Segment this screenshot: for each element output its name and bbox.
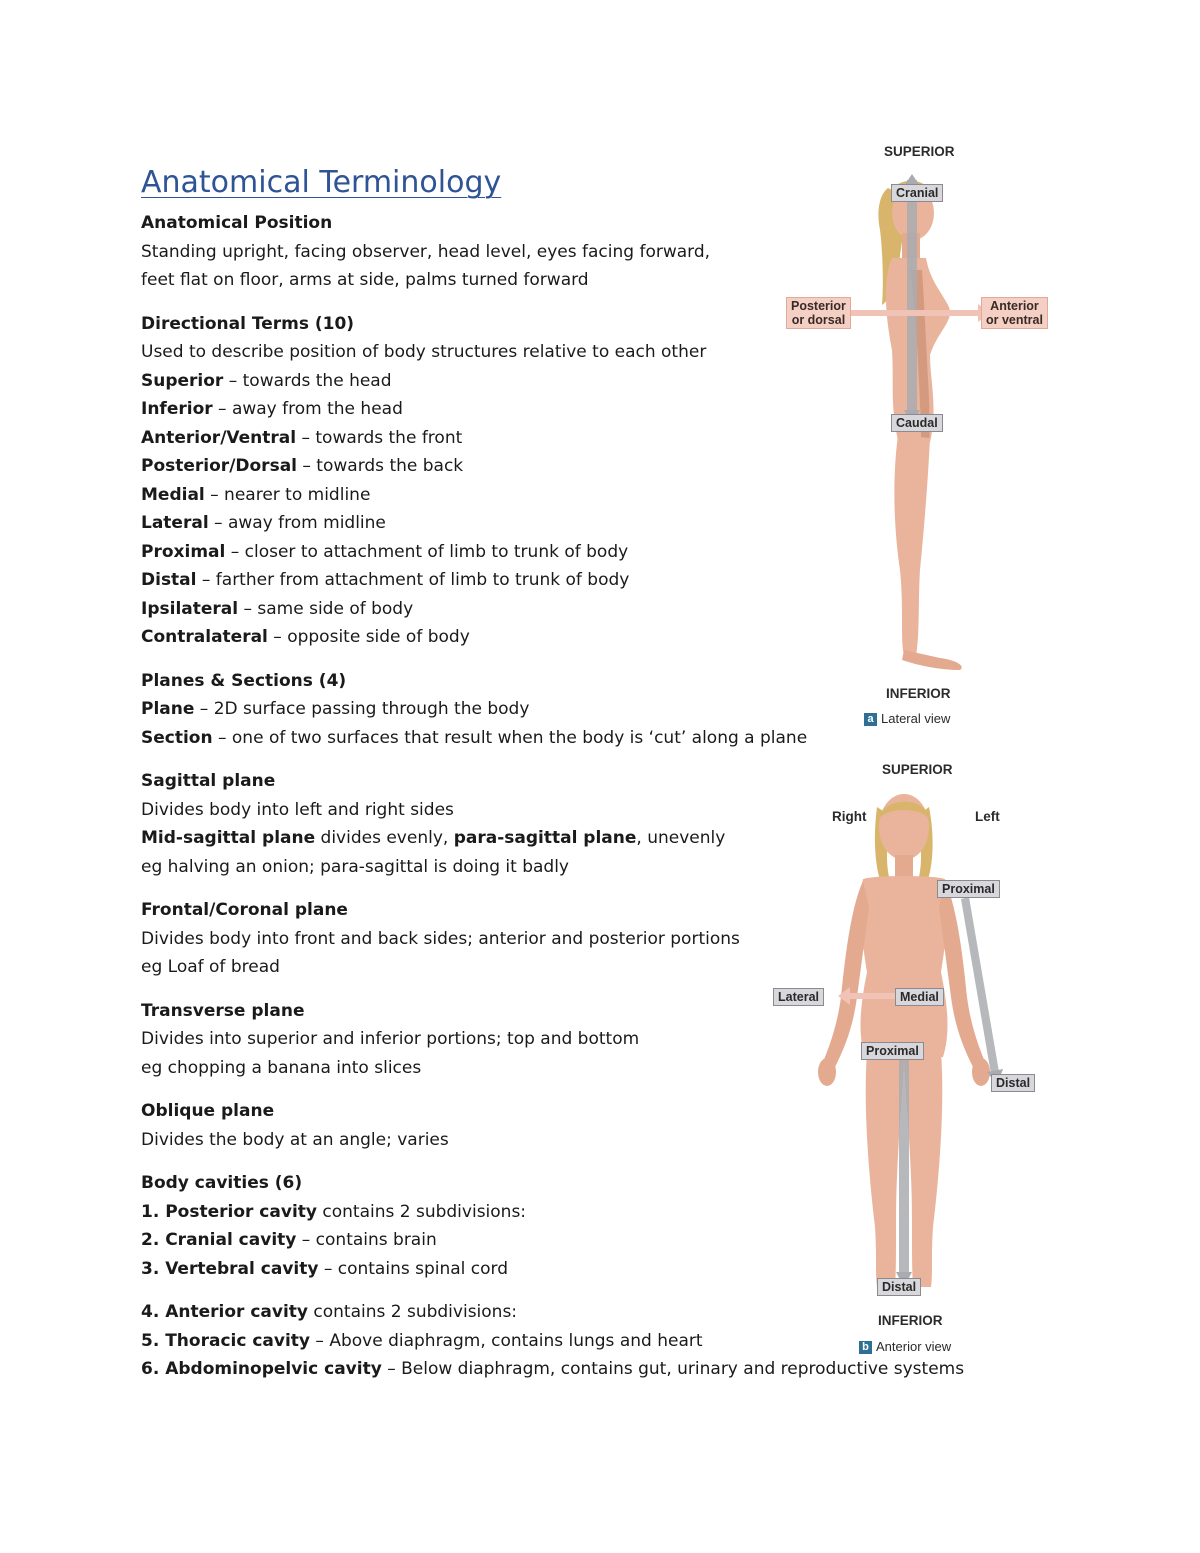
text-line: eg halving an onion; para-sagittal is doing it badly — [141, 856, 569, 877]
term-description: – Above diaphragm, contains lungs and heart — [310, 1330, 703, 1351]
tag-caudal: Caudal — [891, 414, 943, 432]
planes-list — [141, 695, 841, 752]
view-badge-b: b — [859, 1341, 872, 1354]
term-description: – opposite side of body — [267, 627, 470, 647]
text-line: Divides into superior and inferior portions; top and bottom — [141, 1029, 640, 1049]
view-label: Lateral view — [881, 711, 951, 726]
term-line — [141, 566, 841, 595]
term-name: Inferior — [141, 399, 213, 419]
tag-line: or dorsal — [791, 313, 846, 327]
tag-line: Anterior — [990, 299, 1039, 313]
term-name: 6. Abdominopelvic cavity — [141, 1359, 382, 1379]
cavities-list-posterior — [141, 1198, 841, 1284]
term-name: Medial — [141, 484, 205, 505]
text-span: divides evenly, — [315, 828, 454, 848]
text-line: feet flat on floor, arms at side, palms turned forward — [141, 270, 589, 290]
tag-line: Posterior — [791, 299, 846, 313]
term-name: Lateral — [141, 513, 209, 533]
label-inferior: INFERIOR — [886, 686, 951, 701]
tag-line: or ventral — [986, 313, 1043, 327]
term-name: Plane — [141, 699, 195, 719]
text-line: eg chopping a banana into slices — [141, 1057, 422, 1078]
text-line: Divides the body at an angle; varies — [141, 1129, 449, 1150]
term-name: Ipsilateral — [141, 598, 239, 619]
section-heading-directional-terms: Directional Terms (10) — [141, 313, 355, 334]
label-left: Left — [975, 809, 1000, 824]
term-name: Proximal — [141, 541, 226, 562]
term-description: – away from midline — [208, 513, 386, 533]
view-caption-anterior — [859, 1339, 951, 1354]
term-line — [141, 623, 841, 652]
term-name: Distal — [141, 570, 197, 590]
term-description: – farther from attachment of limb to trunk of body — [196, 570, 630, 590]
term-description: – contains spinal cord — [318, 1258, 509, 1279]
section-heading-sagittal: Sagittal plane — [141, 771, 276, 791]
page-title: Anatomical Terminology — [141, 165, 502, 200]
term-name: 4. Anterior cavity — [141, 1302, 308, 1322]
term-name: Superior — [141, 370, 224, 391]
term-description: – same side of body — [238, 598, 414, 619]
term-line — [141, 538, 841, 567]
tag-proximal-arm: Proximal — [937, 880, 1000, 898]
term-name: Contralateral — [141, 627, 268, 647]
term-line — [141, 724, 841, 753]
term-name: 3. Vertebral cavity — [141, 1258, 319, 1279]
term-line — [141, 424, 841, 453]
tag-medial: Medial — [895, 988, 944, 1006]
term-description: – towards the front — [296, 427, 463, 448]
term-description: – closer to attachment of limb to trunk of body — [225, 541, 629, 562]
term-description: – away from the head — [212, 399, 403, 419]
view-badge-a: a — [864, 713, 877, 726]
term-line — [141, 1298, 841, 1327]
text-line — [141, 824, 841, 853]
tag-anterior-ventral — [981, 297, 1048, 329]
text-span: , unevenly — [636, 828, 726, 848]
term-description: – towards the back — [297, 456, 464, 476]
view-caption-lateral — [864, 711, 950, 726]
text-line: eg Loaf of bread — [141, 957, 280, 977]
term-description: – towards the head — [223, 370, 392, 391]
term-name: Section — [141, 727, 213, 748]
term-line — [141, 1355, 965, 1384]
term-line — [141, 481, 841, 510]
section-heading-frontal: Frontal/Coronal plane — [141, 900, 348, 920]
label-superior: SUPERIOR — [884, 144, 955, 159]
term-line — [141, 1327, 841, 1356]
term-line — [141, 1198, 841, 1227]
term-name: Posterior/Dorsal — [141, 456, 297, 476]
tag-lateral: Lateral — [773, 988, 824, 1006]
label-superior: SUPERIOR — [882, 762, 953, 777]
term-line — [141, 1226, 841, 1255]
term-line — [141, 1255, 841, 1284]
term-description: – nearer to midline — [204, 484, 371, 505]
term-name: 2. Cranial cavity — [141, 1230, 297, 1250]
lateral-body-illustration — [770, 130, 1070, 745]
tag-proximal-leg: Proximal — [861, 1042, 924, 1060]
label-inferior: INFERIOR — [878, 1313, 943, 1328]
section-heading-planes-sections: Planes & Sections (4) — [141, 670, 347, 691]
text-line: Divides body into front and back sides; anterior and posterior portions — [141, 928, 740, 949]
text-line: Divides body into left and right sides — [141, 799, 454, 820]
text-line: Standing upright, facing observer, head level, eyes facing forward, — [141, 241, 711, 262]
term-description: – one of two surfaces that result when the body is ‘cut’ along a plane — [212, 727, 808, 748]
term-line — [141, 395, 841, 424]
section-heading-oblique: Oblique plane — [141, 1101, 275, 1121]
view-label: Anterior view — [876, 1339, 952, 1354]
term-line — [141, 695, 841, 724]
tag-distal-arm: Distal — [991, 1074, 1035, 1092]
term-description: – contains brain — [296, 1230, 437, 1250]
term-line — [141, 509, 841, 538]
term-line — [141, 452, 841, 481]
tag-distal-leg: Distal — [877, 1278, 921, 1296]
term-line — [141, 367, 841, 396]
tag-cranial: Cranial — [891, 184, 943, 202]
label-right: Right — [832, 809, 867, 824]
section-heading-body-cavities: Body cavities (6) — [141, 1173, 303, 1193]
section-heading-anatomical-position: Anatomical Position — [141, 213, 333, 233]
figure-lateral-view — [770, 130, 1070, 745]
term-name: Anterior/Ventral — [141, 427, 297, 448]
term-line — [141, 595, 841, 624]
term-name: 1. Posterior cavity — [141, 1201, 317, 1222]
directional-terms-list — [141, 367, 841, 652]
term-name: 5. Thoracic cavity — [141, 1330, 311, 1351]
term-description: contains 2 subdivisions: — [316, 1201, 527, 1222]
section-heading-transverse: Transverse plane — [141, 1000, 305, 1021]
term-para-sagittal: para-sagittal plane — [453, 828, 637, 848]
term-description: contains 2 subdivisions: — [307, 1302, 518, 1322]
term-mid-sagittal: Mid-sagittal plane — [141, 828, 316, 848]
tag-posterior-dorsal — [786, 297, 851, 329]
term-description: – 2D surface passing through the body — [194, 699, 530, 719]
figure-anterior-view — [765, 757, 1065, 1362]
term-description: – Below diaphragm, contains gut, urinary and reproductive systems — [381, 1359, 965, 1379]
text-line: Used to describe position of body structures relative to each other — [141, 342, 707, 362]
